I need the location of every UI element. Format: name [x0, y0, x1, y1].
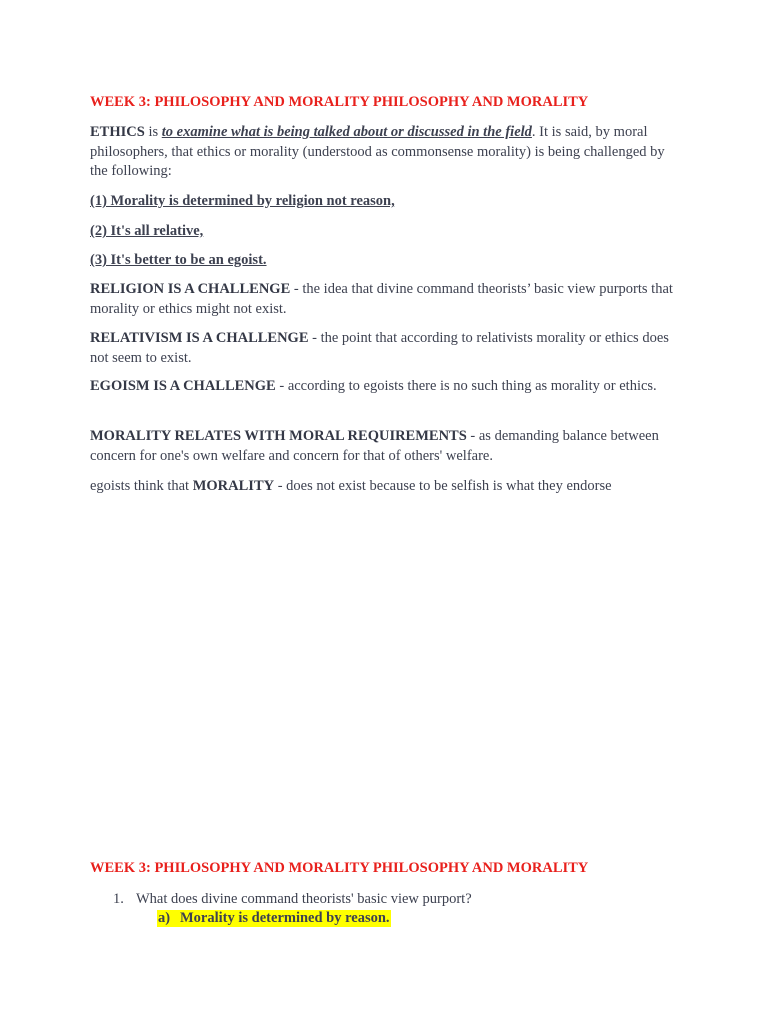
ethics-is: is [144, 124, 162, 140]
egoism-text: - according to egoists there is no such thing as morality or ethics. [275, 378, 657, 394]
egoism-term: EGOISM IS A CHALLENGE [90, 378, 276, 394]
challenge-3-text: (3) It's better to be an egoist. [90, 252, 267, 268]
egoists-paragraph [90, 477, 680, 497]
challenge-2 [90, 222, 680, 242]
highlighted-answer [157, 910, 391, 927]
ethics-paragraph [90, 123, 680, 182]
ethics-term: ETHICS [90, 124, 145, 140]
answer-letter: a) [158, 910, 171, 926]
challenge-2-text: (2) It's all relative, [90, 223, 204, 239]
egoism-paragraph [90, 377, 680, 397]
challenge-1 [90, 192, 680, 212]
relativism-term: RELATIVISM IS A CHALLENGE [90, 330, 309, 346]
egoists-text: - does not exist because to be selfish is what they endorse [274, 478, 612, 494]
section-heading: WEEK 3: PHILOSOPHY AND MORALITY PHILOSOPHY AND MORALITY [90, 94, 589, 110]
section-heading-2: WEEK 3: PHILOSOPHY AND MORALITY PHILOSOPHY AND MORALITY [90, 860, 589, 876]
challenge-3 [90, 251, 680, 271]
religion-term: RELIGION IS A CHALLENGE [90, 281, 291, 297]
question-number: 1. [113, 891, 124, 907]
ethics-definition: to examine what is being talked about or discussed in the field [161, 124, 532, 140]
egoists-term: MORALITY [192, 478, 275, 494]
challenge-1-text: (1) Morality is determined by religion not reason, [90, 193, 395, 209]
egoists-prefix: egoists think that [90, 478, 193, 494]
relativism-paragraph [90, 329, 680, 368]
answer-text: Morality is determined by reason. [180, 910, 390, 926]
ethics-rest: . It is said, by moral philosophers, that ethics or morality (understood as commonsense morality) is being challenged by the following: [90, 124, 665, 179]
religion-text: - the idea that divine command theorists’ basic view purports that morality or ethics might not exist. [90, 281, 673, 317]
religion-paragraph [90, 280, 680, 319]
relativism-text: - the point that according to relativists morality or ethics does not seem to exist. [90, 330, 669, 366]
requirements-text: - as demanding balance between concern for one's own welfare and concern for that of others' welfare. [90, 428, 659, 464]
requirements-paragraph [90, 427, 680, 466]
requirements-term: MORALITY RELATES WITH MORAL REQUIREMENTS [90, 428, 467, 444]
question-text: What does divine command theorists' basic view purport? [136, 891, 472, 907]
